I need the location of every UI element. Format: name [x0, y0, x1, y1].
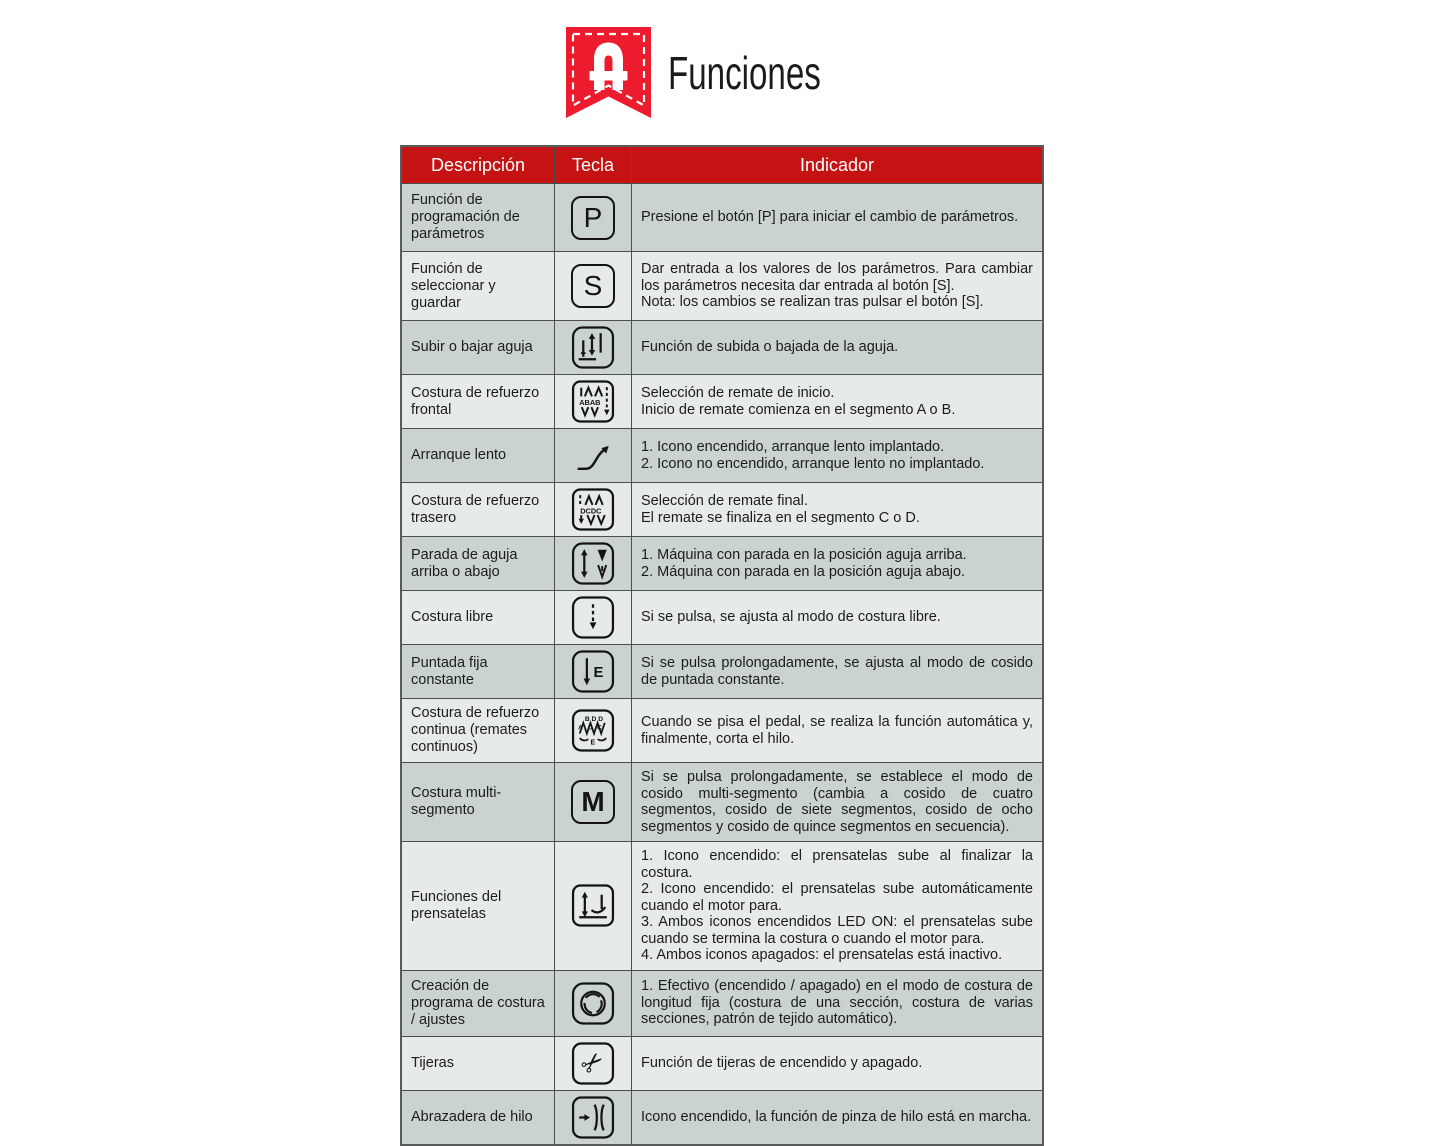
indicator-line: 2. Icono no encendido, arranque lento no implantado. — [641, 455, 985, 472]
indicator-line: Función de tijeras de encendido y apagado. — [641, 1054, 923, 1071]
indicator-line: 4. Ambos iconos apagados: el prensatelas está inactivo. — [641, 947, 1003, 963]
row-key-cell — [554, 252, 631, 320]
table-row — [402, 183, 1042, 251]
row-description: Costura de refuerzo frontal — [411, 384, 540, 418]
constant-stitch-icon — [570, 649, 616, 694]
table-row — [402, 698, 1042, 762]
table-row — [402, 374, 1042, 428]
row-indicator — [631, 1037, 1042, 1090]
row-indicator — [631, 537, 1042, 590]
row-description: Arranque lento — [411, 447, 507, 463]
indicator-line: 3. Ambos iconos encendidos LED ON: el prensatelas sube cuando se termina la costura o cuando el motor para. — [641, 914, 1033, 947]
indicator-line: 1. Icono encendido, arranque lento implantado. — [641, 439, 945, 455]
row-indicator — [631, 321, 1042, 374]
indicator-line: 2. Máquina con parada en la posición aguja abajo. — [641, 563, 966, 580]
needle-stop-icon — [570, 541, 616, 586]
row-indicator — [631, 842, 1042, 970]
program-create-icon — [570, 981, 616, 1026]
row-description: Parada de aguja arriba o abajo — [411, 546, 518, 580]
indicator-line: Si se pulsa prolongadamente, se establece el modo de cosido multi-segmento (cambia a cosido de cuatro segmentos, cosido de siete segmentos, cosido de ocho segmentos y cosido de quince segmentos en secuencia). — [641, 769, 1033, 835]
indicator-line: Cuando se pisa el pedal, se realiza la función automática y, finalmente, corta el hilo. — [641, 714, 1033, 747]
indicator-line: Si se pulsa, se ajusta al modo de costura libre. — [641, 609, 941, 626]
row-description: Función de seleccionar y guardar — [411, 260, 496, 311]
indicator-line: 1. Icono encendido: el prensatelas sube al finalizar la costura. — [641, 848, 1033, 881]
row-description: Creación de programa de costura / ajustes — [411, 977, 545, 1028]
table-row — [402, 970, 1042, 1036]
row-indicator — [631, 699, 1042, 762]
row-key-cell — [554, 842, 631, 970]
indicator-line: Presione el botón [P] para iniciar el cambio de parámetros. — [641, 209, 1019, 226]
row-description: Abrazadera de hilo — [411, 1108, 533, 1125]
row-key-cell — [554, 429, 631, 482]
scissors-icon — [570, 1041, 616, 1086]
row-key-cell — [554, 763, 631, 841]
table-row — [402, 1036, 1042, 1090]
row-description: Tijeras — [411, 1054, 454, 1071]
header-tecla: Tecla — [554, 147, 631, 183]
row-description: Costura de refuerzo continua (remates continuos) — [411, 705, 540, 755]
row-description: Subir o bajar aguja — [411, 339, 533, 355]
row-key-cell — [554, 591, 631, 644]
row-indicator — [631, 483, 1042, 536]
header-descripcion: Descripción — [430, 154, 526, 175]
row-key-cell — [554, 645, 631, 698]
brand-header — [0, 26, 1445, 120]
row-description: Costura de refuerzo trasero — [411, 492, 540, 526]
row-indicator — [631, 184, 1042, 251]
needle-up-down-icon — [570, 325, 616, 370]
row-key-cell — [554, 971, 631, 1036]
indicator-line: 1. Efectivo (encendido / apagado) en el modo de costura de longitud fija (costura de una sección, costura de varias secciones, patrón de tejido automático). — [641, 978, 1033, 1028]
row-key-cell — [554, 537, 631, 590]
table-row — [402, 644, 1042, 698]
table-row — [402, 841, 1042, 970]
m-key-icon: M — [571, 780, 615, 824]
row-indicator — [631, 763, 1042, 841]
table-row — [402, 590, 1042, 644]
row-key-cell — [554, 1037, 631, 1090]
indicator-line: 1. Máquina con parada en la posición aguja arriba. — [641, 547, 967, 563]
row-description: Funciones del prensatelas — [411, 888, 502, 922]
indicator-line: Inicio de remate comienza en el segmento A o B. — [641, 401, 956, 418]
row-indicator — [631, 971, 1042, 1036]
table-row — [402, 320, 1042, 374]
row-key-cell — [554, 184, 631, 251]
row-indicator — [631, 375, 1042, 428]
row-indicator — [631, 252, 1042, 320]
thread-clamp-icon — [570, 1095, 616, 1140]
table-row — [402, 536, 1042, 590]
indicator-line: Icono encendido, la función de pinza de hilo está en marcha. — [641, 1108, 1032, 1125]
p-key-icon: P — [571, 196, 615, 240]
logo-letter-a-crossbar — [589, 71, 627, 81]
header-indicador: Indicador — [631, 147, 1042, 183]
row-description: Costura libre — [411, 609, 494, 625]
table-header — [402, 147, 1042, 183]
row-indicator — [631, 1091, 1042, 1144]
row-key-cell — [554, 483, 631, 536]
row-description: Puntada fija constante — [411, 654, 488, 688]
row-indicator — [631, 429, 1042, 482]
row-description: Función de programación de parámetros — [411, 192, 520, 242]
front-bartack-icon — [570, 379, 616, 424]
indicator-line: Dar entrada a los valores de los parámetros. Para cambiar los parámetros necesita dar entrada al botón [S]. — [641, 261, 1033, 294]
table-body — [402, 183, 1042, 1144]
indicator-line: 2. Icono encendido: el prensatelas sube automáticamente cuando el motor para. — [641, 881, 1033, 914]
page-title: Funciones — [667, 47, 821, 99]
table-row — [402, 762, 1042, 841]
indicator-line: Si se pulsa prolongadamente, se ajusta al modo de cosido de puntada constante. — [641, 655, 1033, 688]
slow-start-icon — [570, 433, 616, 478]
brand-ribbon-icon — [565, 26, 652, 120]
indicator-line: Selección de remate final. — [641, 493, 808, 509]
row-key-cell — [554, 699, 631, 762]
table-row — [402, 251, 1042, 320]
functions-table — [400, 145, 1044, 1146]
table-row — [402, 482, 1042, 536]
continuous-bartack-icon — [570, 708, 616, 753]
indicator-line: Selección de remate de inicio. — [641, 385, 835, 401]
row-indicator — [631, 591, 1042, 644]
row-key-cell — [554, 1091, 631, 1144]
table-row — [402, 428, 1042, 482]
s-key-icon: S — [571, 264, 615, 308]
indicator-line: El remate se finaliza en el segmento C o D. — [641, 509, 920, 526]
row-key-cell — [554, 375, 631, 428]
free-sewing-icon — [570, 595, 616, 640]
table-row — [402, 1090, 1042, 1144]
indicator-line: Nota: los cambios se realizan tras pulsar el botón [S]. — [641, 294, 984, 311]
back-bartack-icon — [570, 487, 616, 532]
indicator-line: Función de subida o bajada de la aguja. — [641, 339, 899, 356]
presser-foot-icon — [570, 883, 616, 928]
row-description: Costura multi-segmento — [411, 785, 502, 818]
row-key-cell — [554, 321, 631, 374]
row-indicator — [631, 645, 1042, 698]
